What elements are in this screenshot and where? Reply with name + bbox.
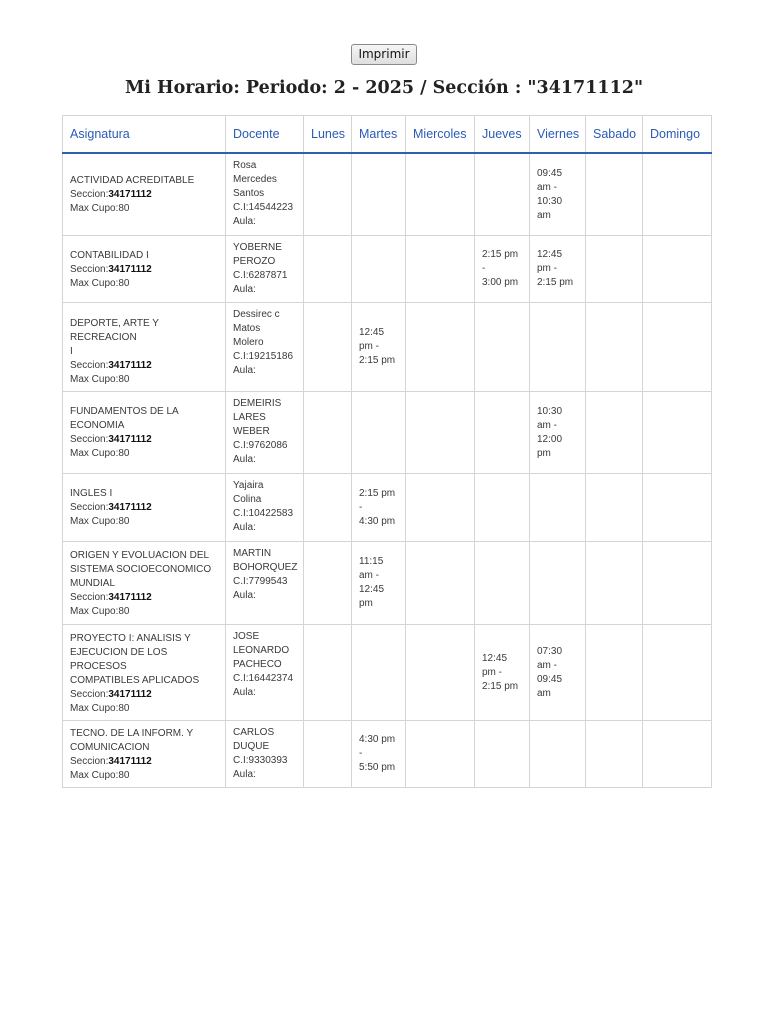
max-cupo-label: Max Cupo: [70, 373, 119, 385]
table-row [63, 624, 712, 720]
schedule-cell-miercoles [406, 302, 475, 391]
schedule-cell-martes: 12:45 pm - 2:15 pm [352, 302, 406, 391]
table-row [63, 235, 712, 302]
section-label: Seccion: [70, 263, 109, 275]
section-label: Seccion: [70, 359, 109, 371]
schedule-cell-sabado [586, 235, 643, 302]
max-cupo-value: 80 [118, 702, 130, 714]
schedule-cell-sabado [586, 624, 643, 720]
teacher-cell: JOSE LEONARDO PACHECO C.I:16442374 Aula: [226, 624, 304, 720]
max-cupo-line [70, 605, 218, 619]
section-line [70, 263, 218, 277]
column-header-docente[interactable]: Docente [226, 116, 304, 154]
section-label: Seccion: [70, 433, 109, 445]
schedule-cell-miercoles [406, 541, 475, 624]
column-header-domingo[interactable]: Domingo [643, 116, 712, 154]
schedule-cell-domingo [643, 235, 712, 302]
schedule-cell-lunes [304, 302, 352, 391]
table-header-row [63, 116, 712, 154]
schedule-cell-miercoles [406, 624, 475, 720]
section-value: 34171112 [108, 591, 152, 603]
section-label: Seccion: [70, 501, 109, 513]
max-cupo-label: Max Cupo: [70, 203, 119, 214]
subject-cell [63, 541, 226, 624]
subject-cell [63, 391, 226, 473]
schedule-cell-sabado [586, 391, 643, 473]
max-cupo-label: Max Cupo: [70, 769, 119, 781]
max-cupo-label: Max Cupo: [70, 702, 119, 714]
schedule-cell-lunes [304, 720, 352, 787]
subject-name: ORIGEN Y EVOLUACION DEL SISTEMA SOCIOECONOMICO MUNDIAL [70, 549, 212, 589]
column-header-miercoles[interactable]: Miercoles [406, 116, 475, 154]
schedule-cell-domingo [643, 473, 712, 541]
schedule-cell-martes [352, 235, 406, 302]
table-row [63, 391, 712, 473]
section-value: 34171112 [108, 189, 152, 200]
max-cupo-label: Max Cupo: [70, 447, 119, 459]
page-title: Mi Horario: Periodo: 2 - 2025 / Sección : "34171112" [124, 78, 644, 98]
schedule-cell-jueves [475, 473, 530, 541]
max-cupo-value: 80 [118, 203, 130, 214]
section-line [70, 433, 218, 447]
schedule-cell-sabado [586, 720, 643, 787]
subject-cell [63, 302, 226, 391]
column-header-jueves[interactable]: Jueves [475, 116, 530, 154]
subject-cell [63, 473, 226, 541]
subject-name: FUNDAMENTOS DE LA ECONOMIA [70, 405, 179, 431]
teacher-cell: Yajaira Colina C.I:10422583 Aula: [226, 473, 304, 541]
table-row [63, 720, 712, 787]
subject-name: INGLES I [70, 487, 113, 499]
max-cupo-value: 80 [118, 277, 130, 289]
subject-cell [63, 720, 226, 787]
schedule-cell-viernes: 10:30 am - 12:00 pm [530, 391, 586, 473]
column-header-martes[interactable]: Martes [352, 116, 406, 154]
section-label: Seccion: [70, 189, 109, 200]
schedule-cell-miercoles [406, 235, 475, 302]
subject-name: PROYECTO I: ANALISIS Y EJECUCION DE LOS PROCESOS COMPATIBLES APLICADOS [70, 632, 200, 686]
schedule-cell-sabado [586, 541, 643, 624]
schedule-cell-domingo [643, 720, 712, 787]
section-line [70, 591, 218, 605]
max-cupo-value: 80 [118, 447, 130, 459]
schedule-cell-viernes [530, 720, 586, 787]
print-button[interactable]: Imprimir [351, 44, 416, 65]
schedule-cell-sabado [586, 473, 643, 541]
max-cupo-line [70, 277, 218, 291]
max-cupo-label: Max Cupo: [70, 515, 119, 527]
column-header-asignatura[interactable]: Asignatura [63, 116, 226, 154]
schedule-cell-jueves: 12:45 pm - 2:15 pm [475, 624, 530, 720]
schedule-cell-lunes [304, 235, 352, 302]
schedule-cell-lunes [304, 473, 352, 541]
subject-name: CONTABILIDAD I [70, 249, 149, 261]
schedule-cell-miercoles [406, 153, 475, 235]
section-label: Seccion: [70, 688, 109, 700]
teacher-cell: Dessirec c Matos Molero C.I:19215186 Aula: [226, 302, 304, 391]
schedule-cell-viernes [530, 302, 586, 391]
schedule-cell-viernes [530, 541, 586, 624]
schedule-cell-viernes: 12:45 pm - 2:15 pm [530, 235, 586, 302]
max-cupo-value: 80 [118, 769, 130, 781]
schedule-cell-domingo [643, 153, 712, 235]
schedule-cell-lunes [304, 541, 352, 624]
schedule-cell-domingo [643, 624, 712, 720]
schedule-cell-domingo [643, 541, 712, 624]
schedule-cell-viernes: 07:30 am - 09:45 am [530, 624, 586, 720]
section-value: 34171112 [108, 433, 152, 445]
section-value: 34171112 [108, 688, 152, 700]
schedule-cell-miercoles [406, 720, 475, 787]
section-line [70, 188, 218, 202]
section-label: Seccion: [70, 591, 109, 603]
teacher-cell: MARTIN BOHORQUEZ C.I:7799543 Aula: [226, 541, 304, 624]
subject-cell [63, 624, 226, 720]
max-cupo-label: Max Cupo: [70, 605, 119, 617]
schedule-cell-lunes [304, 391, 352, 473]
schedule-cell-domingo [643, 302, 712, 391]
section-line [70, 688, 218, 702]
subject-name: TECNO. DE LA INFORM. Y COMUNICACION [70, 727, 194, 753]
max-cupo-line [70, 515, 218, 529]
max-cupo-value: 80 [118, 515, 130, 527]
section-line [70, 755, 218, 769]
max-cupo-line [70, 202, 218, 216]
schedule-cell-martes: 4:30 pm - 5:50 pm [352, 720, 406, 787]
schedule-cell-jueves [475, 541, 530, 624]
max-cupo-value: 80 [118, 373, 130, 385]
section-line [70, 501, 218, 515]
section-value: 34171112 [108, 755, 152, 767]
schedule-cell-jueves [475, 391, 530, 473]
schedule-cell-sabado [586, 302, 643, 391]
max-cupo-label: Max Cupo: [70, 277, 119, 289]
max-cupo-line [70, 702, 218, 716]
subject-cell [63, 153, 226, 235]
column-header-sabado[interactable]: Sabado [586, 116, 643, 154]
teacher-cell: DEMEIRIS LARES WEBER C.I:9762086 Aula: [226, 391, 304, 473]
max-cupo-value: 80 [118, 605, 130, 617]
max-cupo-line [70, 447, 218, 461]
max-cupo-line [70, 769, 218, 783]
section-line [70, 359, 218, 373]
table-row [63, 473, 712, 541]
max-cupo-line [70, 373, 218, 387]
subject-cell [63, 235, 226, 302]
schedule-cell-jueves [475, 153, 530, 235]
teacher-cell: CARLOS DUQUE C.I:9330393 Aula: [226, 720, 304, 787]
schedule-cell-miercoles [406, 473, 475, 541]
schedule-cell-lunes [304, 624, 352, 720]
schedule-cell-jueves [475, 302, 530, 391]
section-value: 34171112 [108, 263, 152, 275]
schedule-cell-jueves [475, 720, 530, 787]
schedule-cell-martes: 2:15 pm - 4:30 pm [352, 473, 406, 541]
subject-name: DEPORTE, ARTE Y RECREACION I [70, 317, 159, 357]
table-row [63, 153, 712, 235]
section-value: 34171112 [108, 359, 152, 371]
schedule-cell-martes [352, 153, 406, 235]
subject-name: ACTIVIDAD ACREDITABLE [70, 175, 195, 186]
teacher-cell: YOBERNE PEROZO C.I:6287871 Aula: [226, 235, 304, 302]
schedule-cell-martes [352, 391, 406, 473]
column-header-viernes[interactable]: Viernes [530, 116, 586, 154]
schedule-cell-martes: 11:15 am - 12:45 pm [352, 541, 406, 624]
schedule-cell-sabado [586, 153, 643, 235]
schedule-cell-miercoles [406, 391, 475, 473]
schedule-cell-lunes [304, 153, 352, 235]
schedule-cell-viernes [530, 473, 586, 541]
table-row [63, 541, 712, 624]
schedule-cell-viernes: 09:45 am - 10:30 am [530, 153, 586, 235]
section-label: Seccion: [70, 755, 109, 767]
schedule-cell-jueves: 2:15 pm - 3:00 pm [475, 235, 530, 302]
schedule-table [62, 115, 712, 788]
table-row [63, 302, 712, 391]
column-header-lunes[interactable]: Lunes [304, 116, 352, 154]
schedule-cell-domingo [643, 391, 712, 473]
schedule-cell-martes [352, 624, 406, 720]
teacher-cell: Rosa Mercedes Santos C.I:14544223 Aula: [226, 153, 304, 235]
section-value: 34171112 [108, 501, 152, 513]
